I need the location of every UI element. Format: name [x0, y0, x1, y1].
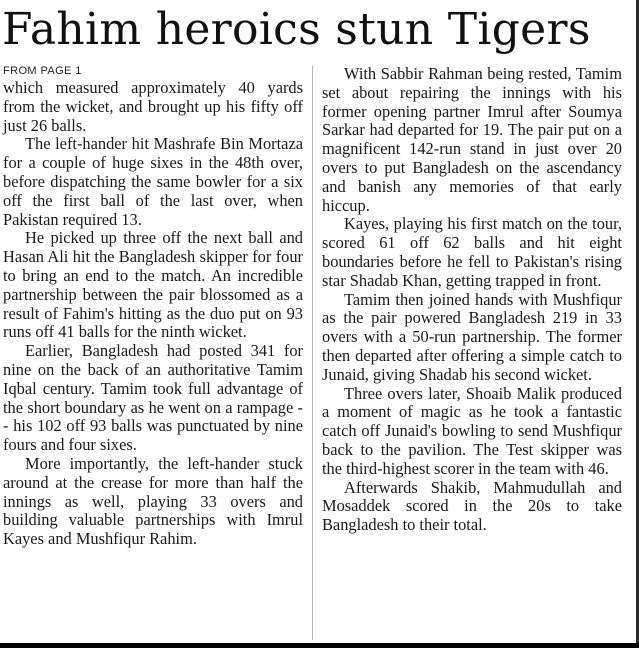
bottom-rule	[0, 643, 639, 648]
article-column-right	[322, 65, 622, 535]
headline: Fahim heroics stun Tigers	[2, 4, 591, 55]
paragraph: Afterwards Shakib, Mahmudullah and Mosaddek scored in the 20s to take Bangladesh to their total.	[322, 477, 622, 535]
paragraph: He picked up three off the next ball and Hasan Ali hit the Bangladesh skipper for four to bring an end to the match. An incredible partnership between the pair blossomed as a result of Fahim's hitting as the duo put on 93 runs off 41 balls for the ninth wicket.	[3, 228, 303, 342]
column-divider	[312, 66, 313, 640]
paragraph: More importantly, the left-hander stuck around at the crease for more than half the innings as well, playing 33 overs and building valuable partnerships with Imrul Kayes and Mushfiqur Rahim.	[3, 453, 303, 549]
paragraph: The left-hander hit Mashrafe Bin Mortaza for a couple of huge sixes in the 48th over, before dispatching the same bowler for a six off the first ball of the last over, when Pakistan required 13.	[3, 134, 303, 229]
article-column-left	[3, 64, 303, 549]
paragraph: Three overs later, Shoaib Malik produced a moment of magic as he took a fantastic catch off Junaid's bowling to send Mushfiqur back to the pavilion. The Test skipper was the third-highest scorer in the team with 46.	[322, 383, 622, 478]
paragraph: Tamim then joined hands with Mushfiqur as the pair powered Bangladesh 219 in 33 overs with a 50-run partnership. The former then departed after offering a simple catch to Junaid, giving Shadab his second wicket.	[322, 289, 622, 384]
paragraph: which measured approximately 40 yards from the wicket, and brought up his fifty off just 26 balls.	[3, 78, 303, 135]
paragraph: Kayes, playing his first match on the tour, scored 61 off 62 balls and hit eight boundaries before he fell to Pakistan's rising star Shadab Khan, getting trapped in front.	[322, 214, 622, 290]
continuation-kicker: FROM PAGE 1	[3, 65, 82, 77]
paragraph: Earlier, Bangladesh had posted 341 for nine on the back of an authoritative Tamim Iqbal century. Tamim took full advantage of the short boundary as he went on a rampage -- his 102 off 93 balls was punctuated by nine fours and four sixes.	[3, 341, 303, 455]
paragraph: With Sabbir Rahman being rested, Tamim set about repairing the innings with his former opening partner Imrul after Soumya Sarkar had departed for 19. The pair put on a magnificent 142-run stand in just over 20 overs to put Bangladesh on the ascendancy and banish any memories of that early hiccup.	[322, 64, 622, 215]
